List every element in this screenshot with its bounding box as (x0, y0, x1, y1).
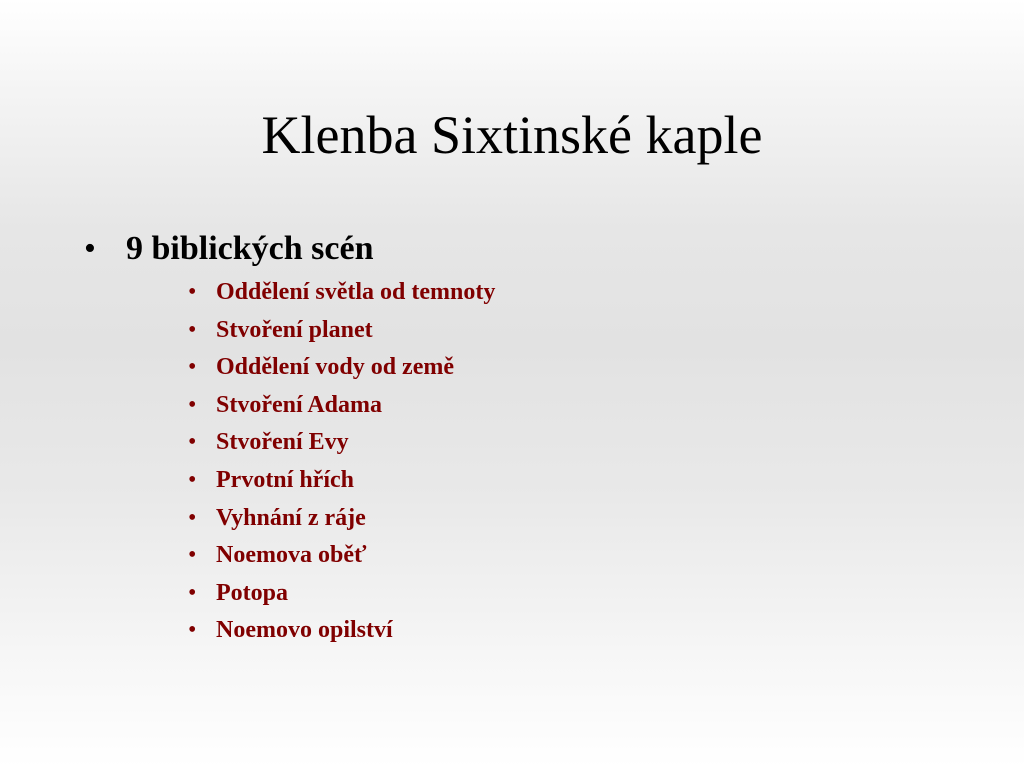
bullet-marker: • (188, 617, 197, 644)
bullet-marker: • (188, 504, 197, 531)
scene-item (188, 349, 495, 387)
scene-item (188, 312, 495, 350)
scene-item (188, 537, 495, 575)
bullet-marker: • (188, 466, 197, 493)
scene-item (188, 387, 495, 425)
scene-label: Vyhnání z ráje (216, 504, 366, 531)
bullet-marker: • (188, 429, 197, 456)
scene-item (188, 274, 495, 312)
scene-item (188, 462, 495, 500)
main-bullet (84, 228, 373, 270)
scene-item (188, 500, 495, 538)
scene-label: Noemova oběť (216, 542, 367, 569)
scene-label: Prvotní hřích (216, 466, 354, 493)
bullet-marker: • (188, 542, 197, 569)
bullet-marker: • (188, 316, 197, 343)
scene-list (188, 274, 495, 650)
slide-title: Klenba Sixtinské kaple (261, 105, 763, 165)
scene-item (188, 424, 495, 462)
bullet-marker: • (84, 230, 96, 267)
scene-item (188, 612, 495, 650)
scene-item (188, 575, 495, 613)
main-bullet-text: 9 biblických scén (126, 230, 374, 267)
scene-label: Potopa (216, 579, 288, 606)
scene-label: Oddělení vody od země (216, 354, 454, 381)
scene-label: Noemovo opilství (216, 617, 393, 644)
scene-label: Stvoření Evy (216, 429, 349, 456)
scene-label: Oddělení světla od temnoty (216, 279, 496, 305)
scene-label: Stvoření Adama (216, 391, 383, 418)
bullet-marker: • (188, 391, 197, 418)
bullet-marker: • (188, 579, 197, 606)
bullet-marker: • (188, 279, 197, 305)
scene-label: Stvoření planet (216, 316, 373, 343)
bullet-marker: • (188, 354, 197, 381)
